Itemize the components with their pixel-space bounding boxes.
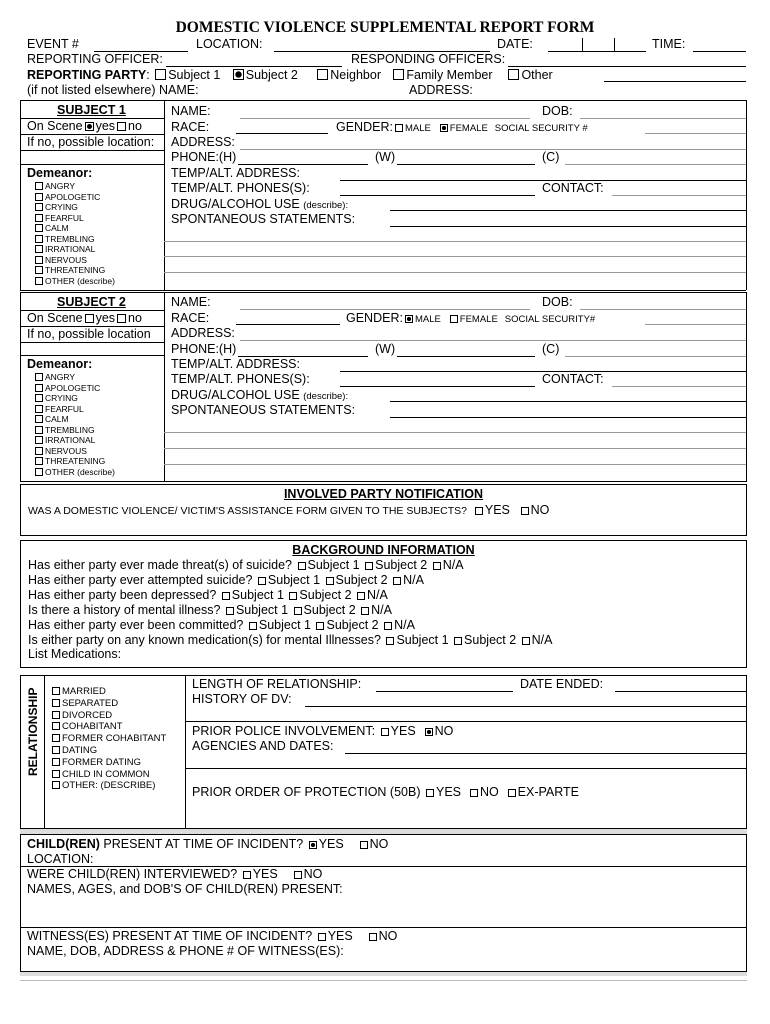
- s2-drug-field[interactable]: [390, 401, 746, 402]
- time-field[interactable]: [693, 51, 746, 52]
- s2-phone-w-label: (W): [375, 342, 396, 356]
- demeanor-item: CALM: [33, 223, 115, 234]
- s1-onscene-no-checkbox[interactable]: [117, 122, 126, 131]
- bg-question: Is either party on any known medication(s) for mental Illnesses? Subject 1 Subject 2 N/A: [28, 632, 553, 647]
- rp-subject2-checkbox[interactable]: [233, 69, 244, 80]
- notification-no-checkbox[interactable]: [521, 507, 529, 515]
- relationship-item: DATING: [50, 745, 166, 757]
- background-heading: BACKGROUND INFORMATION: [292, 543, 475, 557]
- demeanor-item: IRRATIONAL: [33, 244, 115, 255]
- subject2-demeanor-list: [33, 372, 115, 477]
- s1-phone-h-field[interactable]: [238, 164, 368, 165]
- history-field[interactable]: [305, 706, 746, 707]
- s2-onscene-no-checkbox[interactable]: [117, 314, 126, 323]
- s2-race-label: RACE:: [171, 311, 210, 325]
- s2-address-label: ADDRESS:: [171, 326, 235, 340]
- s2-phone-c-label: (C): [542, 342, 560, 356]
- time-label: TIME:: [652, 37, 686, 51]
- subject2-demeanor-heading: Demeanor:: [27, 357, 93, 371]
- s2-address-field[interactable]: [240, 340, 746, 341]
- demeanor-item: FEARFUL: [33, 213, 115, 224]
- s1-race-label: RACE:: [171, 120, 210, 134]
- witness-info-label: NAME, DOB, ADDRESS & PHONE # OF WITNESS(ES):: [27, 944, 344, 958]
- s1-phone-c-field[interactable]: [565, 164, 746, 165]
- s2-male-checkbox[interactable]: [405, 315, 413, 323]
- s1-temp-phones-label: TEMP/ALT. PHONES(S):: [171, 181, 310, 195]
- prior-police-no-checkbox[interactable]: [425, 728, 433, 736]
- reporting-officer-field[interactable]: [166, 66, 342, 67]
- subject1-demeanor-list: [33, 181, 115, 286]
- s2-drug-label: DRUG/ALCOHOL USE (describe):: [171, 388, 349, 402]
- relationship-item: DIVORCED: [50, 710, 166, 722]
- demeanor-item: ANGRY: [33, 181, 115, 192]
- list-medications-label: List Medications:: [28, 647, 122, 662]
- s1-onscene-yes-checkbox[interactable]: [85, 122, 94, 131]
- s2-race-field[interactable]: [236, 324, 340, 325]
- relationship-side-label: RELATIONSHIP: [26, 687, 40, 776]
- s2-ssn-field[interactable]: [645, 324, 746, 325]
- s1-temp-phones-field[interactable]: [340, 195, 535, 196]
- demeanor-item: OTHER (describe): [33, 467, 115, 478]
- demeanor-item: CALM: [33, 414, 115, 425]
- agencies-label: AGENCIES AND DATES:: [192, 739, 334, 753]
- notification-question: WAS A DOMESTIC VIOLENCE/ VICTIM'S ASSISTANCE FORM GIVEN TO THE SUBJECTS? YES NO: [28, 503, 550, 517]
- s1-phone-w-label: (W): [375, 150, 396, 164]
- prior-order: PRIOR ORDER OF PROTECTION (50B) YES NO EX-PARTE: [192, 785, 580, 799]
- demeanor-item: ANGRY: [33, 372, 115, 383]
- notification-heading: INVOLVED PARTY NOTIFICATION: [283, 487, 484, 501]
- s2-temp-phones-field[interactable]: [340, 386, 535, 387]
- demeanor-item: CRYING: [33, 393, 115, 404]
- demeanor-item: THREATENING: [33, 265, 115, 276]
- s1-phone-label: PHONE:(H): [171, 150, 237, 164]
- form-title: DOMESTIC VIOLENCE SUPPLEMENTAL REPORT FORM: [175, 19, 595, 36]
- s1-drug-field[interactable]: [390, 210, 746, 211]
- notification-yes-checkbox[interactable]: [475, 507, 483, 515]
- prior-police: PRIOR POLICE INVOLVEMENT: YES NO: [192, 724, 454, 738]
- s1-spontaneous-label: SPONTANEOUS STATEMENTS:: [171, 212, 356, 226]
- demeanor-item: OTHER (describe): [33, 276, 115, 287]
- length-field[interactable]: [376, 691, 513, 692]
- children-interviewed-yes-checkbox[interactable]: [243, 871, 251, 879]
- s2-gender: GENDER: MALE FEMALE SOCIAL SECURITY#: [346, 311, 596, 325]
- s1-contact-label: CONTACT:: [542, 181, 604, 195]
- s1-race-field[interactable]: [236, 133, 328, 134]
- date-ended-field[interactable]: [615, 691, 746, 692]
- s1-gender: GENDER: MALE FEMALE SOCIAL SECURITY #: [336, 120, 588, 134]
- subject1-onscene: On Scene yes no: [27, 119, 142, 133]
- bg-question: Has either party ever made threat(s) of suicide? Subject 1 Subject 2 N/A: [28, 558, 464, 572]
- subject1-heading: SUBJECT 1: [57, 103, 126, 117]
- rp-family-checkbox[interactable]: [393, 69, 404, 80]
- date-field[interactable]: [548, 51, 646, 52]
- s2-name-label: NAME:: [171, 295, 211, 309]
- reporting-party-label: REPORTING PARTY: [27, 68, 147, 82]
- relationship-type-list: [50, 686, 166, 792]
- rp-other-checkbox[interactable]: [508, 69, 519, 80]
- s1-male-checkbox[interactable]: [395, 124, 403, 132]
- s1-contact-field[interactable]: [612, 195, 746, 196]
- rp-other-field[interactable]: [604, 81, 746, 82]
- children-present-yes-checkbox[interactable]: [309, 841, 317, 849]
- prior-order-no-checkbox[interactable]: [470, 789, 478, 797]
- s2-spontaneous-label: SPONTANEOUS STATEMENTS:: [171, 403, 356, 417]
- location-label: LOCATION:: [196, 37, 263, 51]
- s2-dob-field[interactable]: [580, 309, 746, 310]
- bg-question: Has either party been depressed? Subject 1 Subject 2 N/A: [28, 587, 388, 602]
- relationship-item: COHABITANT: [50, 721, 166, 733]
- prior-order-exparte-checkbox[interactable]: [508, 789, 516, 797]
- relationship-item: CHILD IN COMMON: [50, 769, 166, 781]
- s2-onscene-yes-checkbox[interactable]: [85, 314, 94, 323]
- subject2-if-no: If no, possible location: [27, 327, 151, 341]
- demeanor-item: APOLOGETIC: [33, 383, 115, 394]
- children-names-label: NAMES, AGES, and DOB'S OF CHILD(REN) PRESENT:: [27, 882, 343, 896]
- demeanor-item: TREMBLING: [33, 425, 115, 436]
- s2-phone-w-field[interactable]: [397, 356, 535, 357]
- responding-officers-field[interactable]: [508, 66, 746, 67]
- demeanor-item: CRYING: [33, 202, 115, 213]
- s1-dob-label: DOB:: [542, 104, 573, 118]
- subject2-heading: SUBJECT 2: [57, 295, 126, 309]
- rp-subject1-checkbox[interactable]: [155, 69, 166, 80]
- witness-present-yes-checkbox[interactable]: [318, 933, 326, 941]
- history-label: HISTORY OF DV:: [192, 692, 292, 706]
- demeanor-item: TREMBLING: [33, 234, 115, 245]
- s1-phone-w-field[interactable]: [397, 164, 535, 165]
- demeanor-item: IRRATIONAL: [33, 435, 115, 446]
- length-label: LENGTH OF RELATIONSHIP:: [192, 677, 362, 691]
- demeanor-item: APOLOGETIC: [33, 192, 115, 203]
- s1-dob-field[interactable]: [580, 118, 746, 119]
- s2-contact-field[interactable]: [612, 386, 746, 387]
- background-questions: [28, 558, 553, 662]
- s1-address-label: ADDRESS:: [171, 135, 235, 149]
- s2-name-field[interactable]: [240, 309, 530, 310]
- s2-female-checkbox[interactable]: [450, 315, 458, 323]
- children-interviewed: WERE CHILD(REN) INTERVIEWED? YES NO: [27, 867, 323, 881]
- s1-ssn-field[interactable]: [645, 133, 746, 134]
- rp-address-label: ADDRESS:: [409, 83, 473, 97]
- demeanor-item: NERVOUS: [33, 446, 115, 457]
- s1-name-field[interactable]: [240, 118, 530, 119]
- s2-contact-label: CONTACT:: [542, 372, 604, 386]
- s1-temp-address-label: TEMP/ALT. ADDRESS:: [171, 166, 300, 180]
- bg-question: Is there a history of mental illness? Subject 1 Subject 2 N/A: [28, 602, 392, 617]
- s1-spontaneous-field[interactable]: [390, 226, 746, 227]
- s2-dob-label: DOB:: [542, 295, 573, 309]
- children-present-no-checkbox[interactable]: [360, 841, 368, 849]
- subject2-onscene: On Scene yes no: [27, 311, 142, 325]
- not-listed-label: (if not listed elsewhere) NAME:: [27, 83, 199, 97]
- relationship-item: FORMER DATING: [50, 757, 166, 769]
- s1-phone-c-label: (C): [542, 150, 560, 164]
- s2-phone-label: PHONE:(H): [171, 342, 237, 356]
- s2-spontaneous-field[interactable]: [390, 417, 746, 418]
- demeanor-item: FEARFUL: [33, 404, 115, 415]
- subject1-if-no: If no, possible location:: [27, 135, 155, 149]
- s1-female-checkbox[interactable]: [440, 124, 448, 132]
- date-ended-label: DATE ENDED:: [520, 677, 604, 691]
- rp-neighbor-checkbox[interactable]: [317, 69, 328, 80]
- subject1-demeanor-heading: Demeanor:: [27, 166, 93, 180]
- witness-present: WITNESS(ES) PRESENT AT TIME OF INCIDENT? YES NO: [27, 929, 398, 943]
- date-label: DATE:: [497, 37, 533, 51]
- bg-question: Has either party ever been committed? Subject 1 Subject 2 N/A: [28, 617, 415, 632]
- witness-present-no-checkbox[interactable]: [369, 933, 377, 941]
- prior-order-yes-checkbox[interactable]: [426, 789, 434, 797]
- event-label: EVENT #: [27, 37, 79, 51]
- relationship-item: FORMER COHABITANT: [50, 733, 166, 745]
- s2-temp-address-label: TEMP/ALT. ADDRESS:: [171, 357, 300, 371]
- demeanor-item: NERVOUS: [33, 255, 115, 266]
- s2-temp-phones-label: TEMP/ALT. PHONES(S):: [171, 372, 310, 386]
- reporting-party-row: REPORTING PARTY: Subject 1 Subject 2 Neighbor Family Member Other: [27, 68, 553, 82]
- s1-drug-label: DRUG/ALCOHOL USE (describe):: [171, 197, 349, 211]
- bg-question: Has either party ever attempted suicide? Subject 1 Subject 2 N/A: [28, 572, 424, 587]
- reporting-officer-label: REPORTING OFFICER:: [27, 52, 163, 66]
- s1-name-label: NAME:: [171, 104, 211, 118]
- prior-police-yes-checkbox[interactable]: [381, 728, 389, 736]
- children-present: CHILD(REN) PRESENT AT TIME OF INCIDENT? YES NO: [27, 837, 389, 851]
- responding-officers-label: RESPONDING OFFICERS:: [351, 52, 506, 66]
- children-interviewed-no-checkbox[interactable]: [294, 871, 302, 879]
- agencies-field[interactable]: [345, 753, 746, 754]
- relationship-item: MARRIED: [50, 686, 166, 698]
- relationship-item: SEPARATED: [50, 698, 166, 710]
- children-location-label: LOCATION:: [27, 852, 94, 866]
- s2-phone-c-field[interactable]: [565, 356, 746, 357]
- s1-address-field[interactable]: [240, 149, 746, 150]
- demeanor-item: THREATENING: [33, 456, 115, 467]
- relationship-item: OTHER: (DESCRIBE): [50, 780, 166, 792]
